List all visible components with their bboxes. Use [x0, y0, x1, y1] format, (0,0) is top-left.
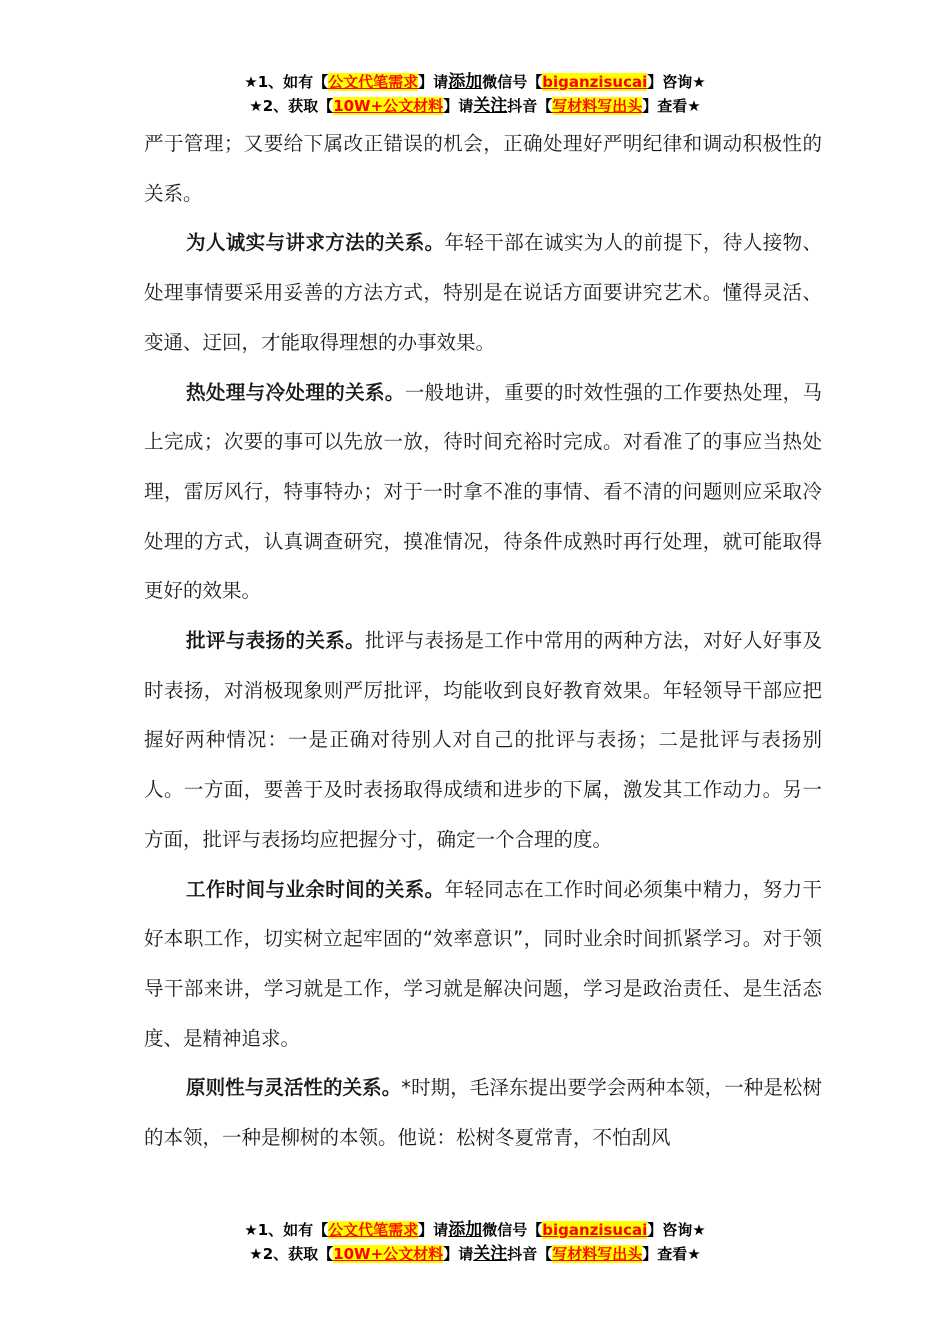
paragraph-heading: 批评与表扬的关系。 [186, 629, 365, 653]
banner-line-2-prefix: ★2、获取【 [249, 97, 334, 115]
banner-line-2-mid-1: 】请 [443, 1245, 474, 1263]
paragraph-text: 严于管理；又要给下属改正错误的机会，正确处理好严明纪律和调动积极性的关系。 [144, 132, 822, 205]
header-banner [0, 70, 950, 118]
paragraph-text: 年轻干部在诚实为人的前提下，待人接物、处理事情要采用妥善的方法方式，特别是在说话方面要讲究艺术。懂得灵活、变通、迂回，才能取得理想的办事效果。 [144, 231, 822, 354]
paragraph-text: *时期，毛泽东提出要学会两种本领，一种是松树的本领，一种是柳树的本领。他说：松树冬夏常青，不怕刮风 [144, 1076, 822, 1150]
paragraph-text: 一般地讲，重要的时效性强的工作要热处理，马上完成；次要的事可以先放一放，待时间充裕时完成。对看准了的事应当热处理，雷厉风行，特事特办；对于一时拿不准的事情、看不清的问题则应采取冷处理的方式，认真调查研究，摸准情况，待条件成熟时再行处理，就可能取得更好的效果。 [144, 380, 822, 603]
banner-line-2-mid-1: 】请 [443, 97, 474, 115]
banner-line-2-highlight-2: 写材料写出头 [552, 97, 643, 115]
paragraph-honesty-method [144, 218, 822, 367]
banner-line-1-mid-1: 】请 [418, 73, 449, 91]
paragraph-hot-cold [144, 368, 822, 617]
banner-line-1-suffix: 】咨询★ [647, 73, 706, 91]
banner-line-1-highlight-1: 公文代笔需求 [328, 1221, 419, 1239]
banner-line-1-suffix: 】咨询★ [647, 1221, 706, 1239]
banner-line-1 [0, 1218, 950, 1242]
paragraph-principle-flexibility [144, 1063, 822, 1162]
paragraph-heading: 原则性与灵活性的关系。 [186, 1076, 402, 1100]
banner-line-1-prefix: ★1、如有【 [244, 1221, 329, 1239]
paragraph-heading: 为人诚实与讲求方法的关系。 [186, 231, 445, 255]
footer-banner [0, 1218, 950, 1266]
banner-line-1-highlight-2: biganzisucai [542, 1221, 648, 1239]
banner-line-2-big: 关注 [473, 96, 508, 116]
paragraph-work-leisure [144, 865, 822, 1064]
banner-line-1-prefix: ★1、如有【 [244, 73, 329, 91]
banner-line-1-mid-2: 微信号【 [482, 1221, 543, 1239]
banner-line-1-mid-2: 微信号【 [482, 73, 543, 91]
banner-line-2-highlight-2: 写材料写出头 [552, 1245, 643, 1263]
banner-line-1-highlight-1: 公文代笔需求 [328, 73, 419, 91]
paragraph-criticism-praise [144, 616, 822, 865]
banner-line-1-highlight-2: biganzisucai [542, 73, 648, 91]
paragraph-heading: 工作时间与业余时间的关系。 [186, 877, 445, 901]
banner-line-2 [0, 94, 950, 118]
banner-line-1-big: 添加 [448, 72, 483, 92]
banner-line-2-big: 关注 [473, 1244, 508, 1264]
banner-line-2-mid-2: 抖音【 [507, 1245, 553, 1263]
banner-line-1 [0, 70, 950, 94]
banner-line-1-big: 添加 [448, 1220, 483, 1240]
paragraph-heading: 热处理与冷处理的关系。 [186, 380, 405, 404]
document-body [144, 119, 822, 1163]
paragraph-text: 批评与表扬是工作中常用的两种方法，对好人好事及时表扬，对消极现象则严厉批评，均能收到良好教育效果。年轻领导干部应把握好两种情况：一是正确对待别人对自己的批评与表扬；二是批评与表扬别人。一方面，要善于及时表扬取得成绩和进步的下属，激发其工作动力。另一方面，批评与表扬均应把握分寸，确定一个合理的度。 [144, 629, 822, 851]
banner-line-2-highlight-1: 10W+公文材料 [333, 1245, 444, 1263]
banner-line-2-mid-2: 抖音【 [507, 97, 553, 115]
banner-line-2 [0, 1242, 950, 1266]
paragraph-text: 年轻同志在工作时间必须集中精力，努力干好本职工作，切实树立起牢固的“效率意识”，同时业余时间抓紧学习。对于领导干部来讲，学习就是工作，学习就是解决问题，学习是政治责任、是生活态度、是精神追求。 [144, 877, 822, 1050]
banner-line-2-suffix: 】查看★ [642, 1245, 701, 1263]
banner-line-2-prefix: ★2、获取【 [249, 1245, 334, 1263]
banner-line-1-mid-1: 】请 [418, 1221, 449, 1239]
banner-line-2-suffix: 】查看★ [642, 97, 701, 115]
paragraph-continuation [144, 119, 822, 218]
banner-line-2-highlight-1: 10W+公文材料 [333, 97, 444, 115]
